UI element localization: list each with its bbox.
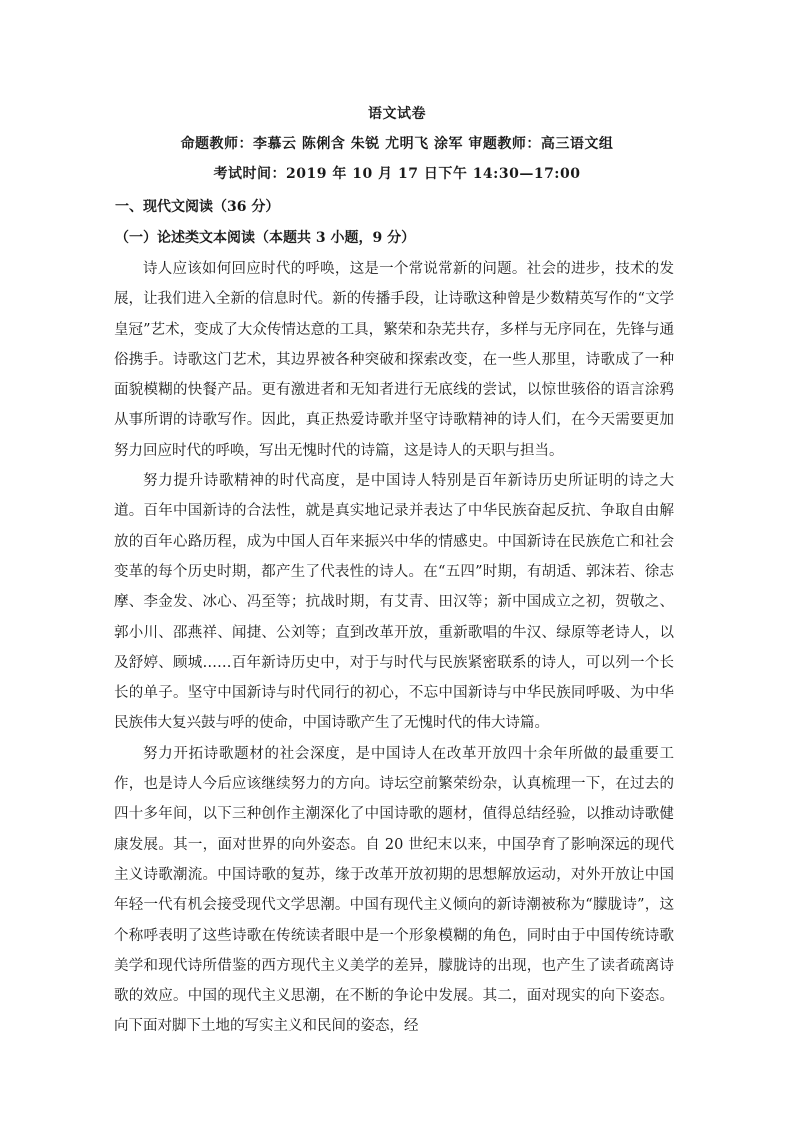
passage-paragraph-1: 诗人应该如何回应时代的呼唤，这是一个常说常新的问题。社会的进步，技术的发展，让我们进入全新的信息时代。新的传播手段，让诗歌这种曾是少数精英写作的“文学皇冠”艺术，变成了大众传情达意的工具，繁荣和杂芜共存，多样与无序同在，先锋与通俗携手。诗歌这门艺术，其边界被各种突破和探索改变，在一些人那里，诗歌成了一种面貌模糊的快餐产品。更有激进者和无知者进行无底线的尝试，以惊世骇俗的语言涂鸦从事所谓的诗歌写作。因此，真正热爱诗歌并坚守诗歌精神的诗人们，在今天需要更加努力回应时代的呼唤，写出无愧时代的诗篇，这是诗人的天职与担当。: [114, 261, 674, 459]
exam-time-line: 考试时间：2019 年 10 月 17 日下午 14:30—17:00: [213, 166, 581, 182]
section-heading-modern-reading: 一、现代文阅读（36 分）: [115, 199, 280, 215]
passage-paragraph-3: 努力开拓诗歌题材的社会深度，是中国诗人在改革开放四十余年所做的最重要工作，也是诗人今后应该继续努力的方向。诗坛空前繁荣纷杂，认真梳理一下，在过去的四十多年间，以下三种创作主潮深化了中国诗歌的题材，值得总结经验，以推动诗歌健康发展。其一，面对世界的向外姿态。自 20 世纪末以来，中国孕育了影响深远的现代主义诗歌潮流。中国诗歌的复苏，缘于改革开放初期的思想解放运动，对外开放让中国年轻一代有机会接受现代文学思潮。中国有现代主义倾向的新诗潮被称为“朦胧诗”，这个称呼表明了这些诗歌在传统读者眼中是一个形象模糊的角色，同时由于中国传统诗歌美学和现代诗所借鉴的西方现代主义美学的差异，朦胧诗的出现，也产生了读者疏离诗歌的效应。中国的现代主义思潮，在不断的争论中发展。其二，面对现实的向下姿态。向下面对脚下土地的写实主义和民间的姿态，经: [114, 745, 674, 1035]
passage-paragraph-2: 努力提升诗歌精神的时代高度，是中国诗人特别是百年新诗历史所证明的诗之大道。百年中国新诗的合法性，就是真实地记录并表达了中华民族奋起反抗、争取自由解放的百年心路历程，成为中国人百年来振兴中华的情感史。中国新诗在民族危亡和社会变革的每个历史时期，都产生了代表性的诗人。在“五四”时期，有胡适、郭沫若、徐志摩、李金发、冰心、冯至等；抗战时期，有艾青、田汉等；新中国成立之初，贺敬之、郭小川、邵燕祥、闻捷、公刘等；直到改革开放，重新歌唱的牛汉、绿原等老诗人，以及舒婷、顾城……百年新诗历史中，对于与时代与民族紧密联系的诗人，可以列一个长长的单子。坚守中国新诗与时代同行的初心，不忘中国新诗与中华民族同呼吸、为中华民族伟大复兴鼓与呼的使命，中国诗歌产生了无愧时代的伟大诗篇。: [114, 473, 674, 732]
exam-title: 语文试卷: [368, 106, 426, 122]
subsection-heading-argumentative: （一）论述类文本阅读（本题共 3 小题，9 分）: [115, 230, 416, 246]
teachers-line: 命题教师：李慕云 陈俐含 朱锐 尤明飞 涂军 审题教师：高三语文组: [180, 136, 614, 152]
reading-passage: [114, 254, 674, 1042]
